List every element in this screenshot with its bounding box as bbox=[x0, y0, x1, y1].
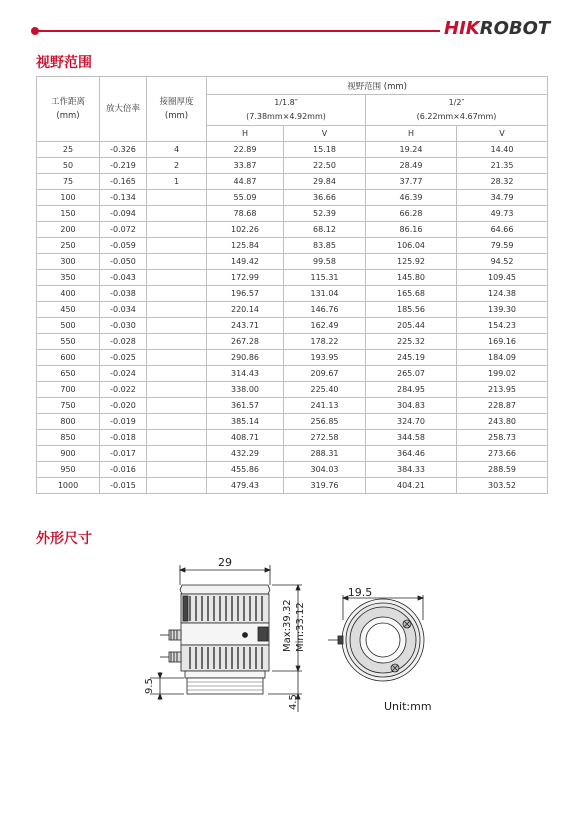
col-header-sensor1: 1/1.8″ (7.38mm×4.92mm) bbox=[207, 95, 366, 126]
dim-front-label: 19.5 bbox=[347, 586, 373, 599]
cell-v1: 99.58 bbox=[284, 254, 366, 270]
cell-work-distance: 50 bbox=[37, 158, 100, 174]
cell-h2: 344.58 bbox=[366, 430, 457, 446]
cell-v2: 303.52 bbox=[457, 478, 548, 494]
cell-v1: 29.84 bbox=[284, 174, 366, 190]
cell-magnification: -0.017 bbox=[100, 446, 147, 462]
cell-h2: 125.92 bbox=[366, 254, 457, 270]
cell-work-distance: 400 bbox=[37, 286, 100, 302]
cell-v2: 273.66 bbox=[457, 446, 548, 462]
col-header-v: V bbox=[457, 126, 548, 142]
cell-work-distance: 350 bbox=[37, 270, 100, 286]
cell-v1: 241.13 bbox=[284, 398, 366, 414]
cell-v1: 162.49 bbox=[284, 318, 366, 334]
cell-v2: 169.16 bbox=[457, 334, 548, 350]
dim-width-label: 29 bbox=[218, 556, 232, 569]
cell-v1: 36.66 bbox=[284, 190, 366, 206]
cell-work-distance: 25 bbox=[37, 142, 100, 158]
cell-v1: 272.58 bbox=[284, 430, 366, 446]
cell-v2: 28.32 bbox=[457, 174, 548, 190]
cell-v1: 83.85 bbox=[284, 238, 366, 254]
cell-magnification: -0.219 bbox=[100, 158, 147, 174]
col-header-fov: 视野范围 (mm) bbox=[207, 77, 548, 95]
cell-work-distance: 250 bbox=[37, 238, 100, 254]
cell-work-distance: 500 bbox=[37, 318, 100, 334]
cell-v1: 22.50 bbox=[284, 158, 366, 174]
cell-work-distance: 950 bbox=[37, 462, 100, 478]
cell-h2: 384.33 bbox=[366, 462, 457, 478]
cell-v1: 209.67 bbox=[284, 366, 366, 382]
cell-work-distance: 850 bbox=[37, 430, 100, 446]
cell-work-distance: 200 bbox=[37, 222, 100, 238]
cell-h2: 324.70 bbox=[366, 414, 457, 430]
cell-magnification: -0.018 bbox=[100, 430, 147, 446]
cell-v1: 15.18 bbox=[284, 142, 366, 158]
cell-magnification: -0.030 bbox=[100, 318, 147, 334]
cell-magnification: -0.038 bbox=[100, 286, 147, 302]
cell-work-distance: 550 bbox=[37, 334, 100, 350]
dim-bottom-label: 4.5 bbox=[288, 694, 299, 710]
cell-h1: 125.84 bbox=[207, 238, 284, 254]
cell-v2: 124.38 bbox=[457, 286, 548, 302]
cell-v2: 49.73 bbox=[457, 206, 548, 222]
cell-h1: 172.99 bbox=[207, 270, 284, 286]
cell-v2: 199.02 bbox=[457, 366, 548, 382]
cell-v2: 154.23 bbox=[457, 318, 548, 334]
col-header-sensor2: 1/2″ (6.22mm×4.67mm) bbox=[366, 95, 548, 126]
section-title-fov: 视野范围 bbox=[36, 55, 92, 71]
cell-magnification: -0.034 bbox=[100, 302, 147, 318]
cell-h2: 28.49 bbox=[366, 158, 457, 174]
cell-h1: 314.43 bbox=[207, 366, 284, 382]
cell-magnification: -0.134 bbox=[100, 190, 147, 206]
cell-spacer: 4 bbox=[147, 142, 207, 158]
cell-h2: 404.21 bbox=[366, 478, 457, 494]
cell-h1: 22.89 bbox=[207, 142, 284, 158]
cell-magnification: -0.025 bbox=[100, 350, 147, 366]
cell-h1: 102.26 bbox=[207, 222, 284, 238]
cell-v2: 228.87 bbox=[457, 398, 548, 414]
col-header-spacer: 接圈厚度 (mm) bbox=[147, 77, 207, 142]
cell-v1: 288.31 bbox=[284, 446, 366, 462]
cell-h2: 145.80 bbox=[366, 270, 457, 286]
cell-h1: 55.09 bbox=[207, 190, 284, 206]
col-header-h: H bbox=[207, 126, 284, 142]
cell-h2: 245.19 bbox=[366, 350, 457, 366]
cell-h1: 432.29 bbox=[207, 446, 284, 462]
cell-h2: 106.04 bbox=[366, 238, 457, 254]
cell-work-distance: 450 bbox=[37, 302, 100, 318]
cell-v1: 146.76 bbox=[284, 302, 366, 318]
cell-spacer: 2 bbox=[147, 158, 207, 174]
cell-h1: 149.42 bbox=[207, 254, 284, 270]
cell-h1: 267.28 bbox=[207, 334, 284, 350]
cell-magnification: -0.024 bbox=[100, 366, 147, 382]
cell-v2: 243.80 bbox=[457, 414, 548, 430]
cell-v2: 139.30 bbox=[457, 302, 548, 318]
dim-min-label: Min:33.12 bbox=[295, 602, 306, 652]
cell-magnification: -0.165 bbox=[100, 174, 147, 190]
cell-v1: 115.31 bbox=[284, 270, 366, 286]
cell-h1: 338.00 bbox=[207, 382, 284, 398]
cell-h2: 364.46 bbox=[366, 446, 457, 462]
cell-h2: 37.77 bbox=[366, 174, 457, 190]
cell-h2: 46.39 bbox=[366, 190, 457, 206]
section-title-dimensions: 外形尺寸 bbox=[36, 531, 92, 547]
cell-magnification: -0.016 bbox=[100, 462, 147, 478]
cell-h2: 86.16 bbox=[366, 222, 457, 238]
col-header-h: H bbox=[366, 126, 457, 142]
lens-front-view bbox=[328, 595, 424, 681]
cell-v2: 34.79 bbox=[457, 190, 548, 206]
lens-side-view bbox=[150, 565, 302, 712]
cell-work-distance: 800 bbox=[37, 414, 100, 430]
cell-h1: 78.68 bbox=[207, 206, 284, 222]
cell-h1: 408.71 bbox=[207, 430, 284, 446]
cell-magnification: -0.028 bbox=[100, 334, 147, 350]
cell-h1: 479.43 bbox=[207, 478, 284, 494]
cell-h2: 265.07 bbox=[366, 366, 457, 382]
cell-magnification: -0.059 bbox=[100, 238, 147, 254]
cell-h1: 44.87 bbox=[207, 174, 284, 190]
cell-magnification: -0.094 bbox=[100, 206, 147, 222]
cell-v2: 109.45 bbox=[457, 270, 548, 286]
cell-work-distance: 700 bbox=[37, 382, 100, 398]
cell-h2: 284.95 bbox=[366, 382, 457, 398]
unit-label: Unit:mm bbox=[384, 700, 432, 713]
cell-h2: 185.56 bbox=[366, 302, 457, 318]
cell-h2: 165.68 bbox=[366, 286, 457, 302]
cell-work-distance: 600 bbox=[37, 350, 100, 366]
cell-v1: 193.95 bbox=[284, 350, 366, 366]
cell-h1: 243.71 bbox=[207, 318, 284, 334]
cell-v1: 256.85 bbox=[284, 414, 366, 430]
cell-h2: 66.28 bbox=[366, 206, 457, 222]
cell-work-distance: 300 bbox=[37, 254, 100, 270]
cell-v1: 304.03 bbox=[284, 462, 366, 478]
cell-v2: 21.35 bbox=[457, 158, 548, 174]
brand-part-hik: HIK bbox=[444, 18, 480, 39]
cell-h2: 304.83 bbox=[366, 398, 457, 414]
cell-v2: 288.59 bbox=[457, 462, 548, 478]
cell-v1: 319.76 bbox=[284, 478, 366, 494]
cell-magnification: -0.050 bbox=[100, 254, 147, 270]
cell-spacer: 1 bbox=[147, 174, 207, 190]
dim-left-label: 9.5 bbox=[144, 678, 155, 694]
cell-work-distance: 750 bbox=[37, 398, 100, 414]
cell-magnification: -0.072 bbox=[100, 222, 147, 238]
cell-v2: 213.95 bbox=[457, 382, 548, 398]
cell-v1: 131.04 bbox=[284, 286, 366, 302]
cell-h1: 361.57 bbox=[207, 398, 284, 414]
cell-v1: 68.12 bbox=[284, 222, 366, 238]
brand-part-robot: ROBOT bbox=[479, 18, 551, 39]
cell-v1: 52.39 bbox=[284, 206, 366, 222]
cell-work-distance: 1000 bbox=[37, 478, 100, 494]
dim-max-label: Max:39.32 bbox=[282, 599, 293, 652]
cell-h1: 33.87 bbox=[207, 158, 284, 174]
cell-magnification: -0.043 bbox=[100, 270, 147, 286]
cell-v1: 225.40 bbox=[284, 382, 366, 398]
cell-v2: 184.09 bbox=[457, 350, 548, 366]
cell-magnification: -0.326 bbox=[100, 142, 147, 158]
cell-work-distance: 100 bbox=[37, 190, 100, 206]
cell-magnification: -0.020 bbox=[100, 398, 147, 414]
cell-h1: 385.14 bbox=[207, 414, 284, 430]
cell-v2: 14.40 bbox=[457, 142, 548, 158]
cell-v2: 64.66 bbox=[457, 222, 548, 238]
cell-h1: 290.86 bbox=[207, 350, 284, 366]
cell-v2: 258.73 bbox=[457, 430, 548, 446]
cell-magnification: -0.019 bbox=[100, 414, 147, 430]
cell-v1: 178.22 bbox=[284, 334, 366, 350]
cell-h2: 205.44 bbox=[366, 318, 457, 334]
cell-h2: 225.32 bbox=[366, 334, 457, 350]
col-header-work-distance: 工作距离 (mm) bbox=[37, 77, 100, 142]
col-header-v: V bbox=[284, 126, 366, 142]
cell-h1: 455.86 bbox=[207, 462, 284, 478]
cell-work-distance: 75 bbox=[37, 174, 100, 190]
cell-v2: 94.52 bbox=[457, 254, 548, 270]
cell-h2: 19.24 bbox=[366, 142, 457, 158]
cell-work-distance: 650 bbox=[37, 366, 100, 382]
cell-h1: 196.57 bbox=[207, 286, 284, 302]
cell-magnification: -0.022 bbox=[100, 382, 147, 398]
cell-h1: 220.14 bbox=[207, 302, 284, 318]
cell-work-distance: 150 bbox=[37, 206, 100, 222]
col-header-magnification: 放大倍率 bbox=[100, 77, 147, 142]
cell-work-distance: 900 bbox=[37, 446, 100, 462]
cell-magnification: -0.015 bbox=[100, 478, 147, 494]
cell-v2: 79.59 bbox=[457, 238, 548, 254]
